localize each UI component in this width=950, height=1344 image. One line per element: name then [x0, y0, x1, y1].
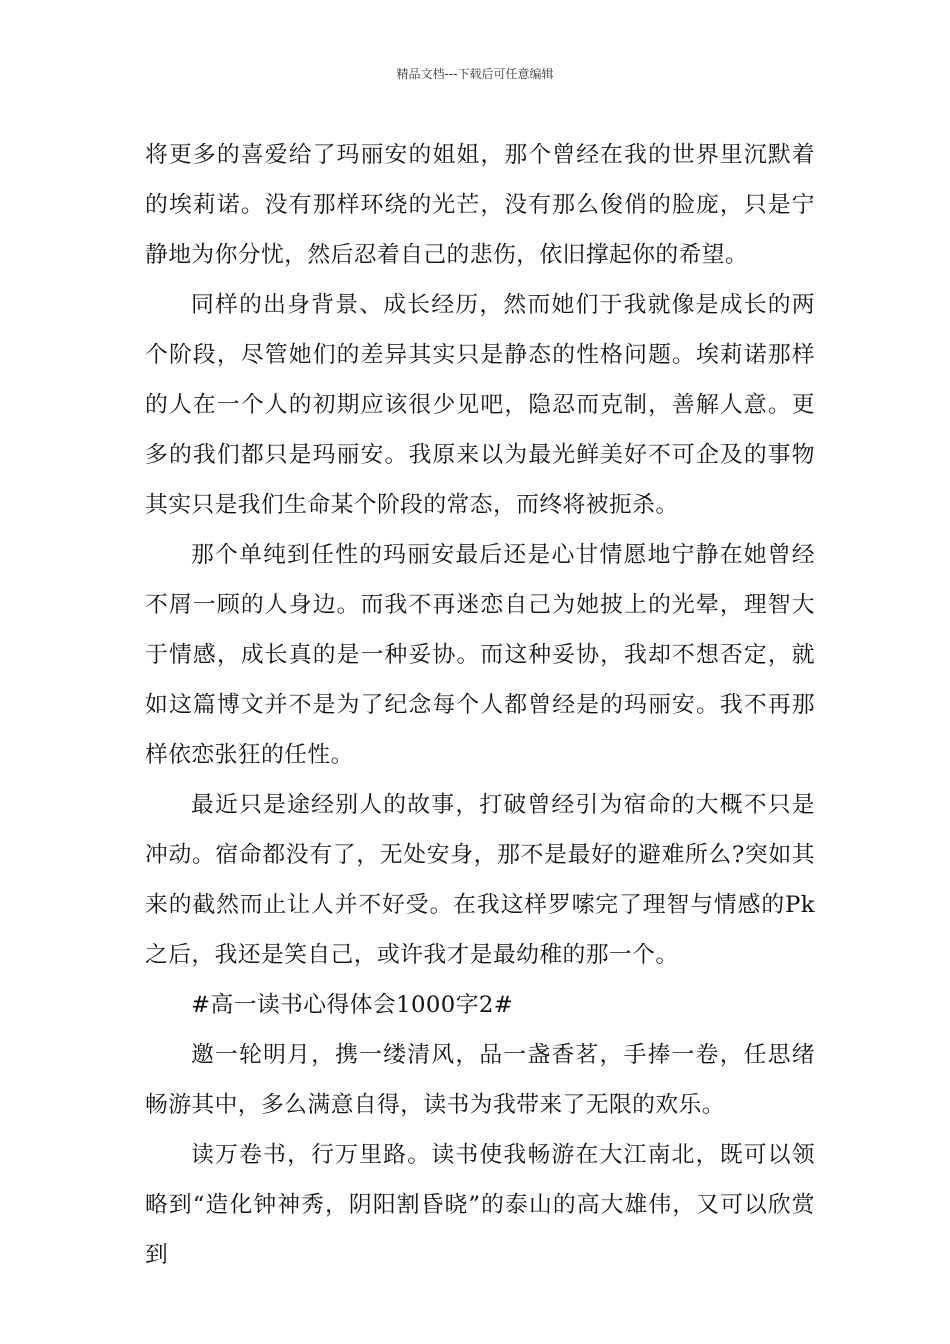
section-heading: #高一读书心得体会1000字2#	[191, 992, 514, 1018]
document-body	[145, 130, 815, 1280]
paragraph-4: 最近只是途经别人的故事，打破曾经引为宿命的大概不只是冲动。宿命都没有了，无处安身，那不是最好的避难所么?突如其来的截然而止让人并不好受。在我这样罗嗦完了理智与情感的Pk之后，我还是笑自己，或许我才是最幼稚的那一个。	[145, 792, 815, 968]
paragraph-2: 同样的出身背景、成长经历，然而她们于我就像是成长的两个阶段，尽管她们的差异其实只是静态的性格问题。埃莉诺那样的人在一个人的初期应该很少见吧，隐忍而克制，善解人意。更多的我们都只是玛丽安。我原来以为最光鲜美好不可企及的事物其实只是我们生命某个阶段的常态，而终将被扼杀。	[145, 292, 815, 518]
paragraph-3: 那个单纯到任性的玛丽安最后还是心甘情愿地宁静在她曾经不屑一顾的人身边。而我不再迷恋自己为她披上的光晕，理智大于情感，成长真的是一种妥协。而这种妥协，我却不想否定，就如这篇博文并不是为了纪念每个人都曾经是的玛丽安。我不再那样依恋张狂的任性。	[145, 542, 815, 768]
paragraph-1: 将更多的喜爱给了玛丽安的姐姐，那个曾经在我的世界里沉默着的埃莉诺。没有那样环绕的光芒，没有那么俊俏的脸庞，只是宁静地为你分忧，然后忍着自己的悲伤，依旧撑起你的希望。	[145, 142, 815, 268]
paragraph-6: 读万卷书，行万里路。读书使我畅游在大江南北，既可以领略到“造化钟神秀，阴阳割昏晓”的泰山的高大雄伟，又可以欣赏到	[145, 1142, 815, 1268]
page-header: 精品文档---下载后可任意编辑	[396, 67, 554, 81]
paragraph-5: 邀一轮明月，携一缕清风，品一盏香茗，手捧一卷，任思绪畅游其中，多么满意自得，读书为我带来了无限的欢乐。	[145, 1042, 815, 1118]
